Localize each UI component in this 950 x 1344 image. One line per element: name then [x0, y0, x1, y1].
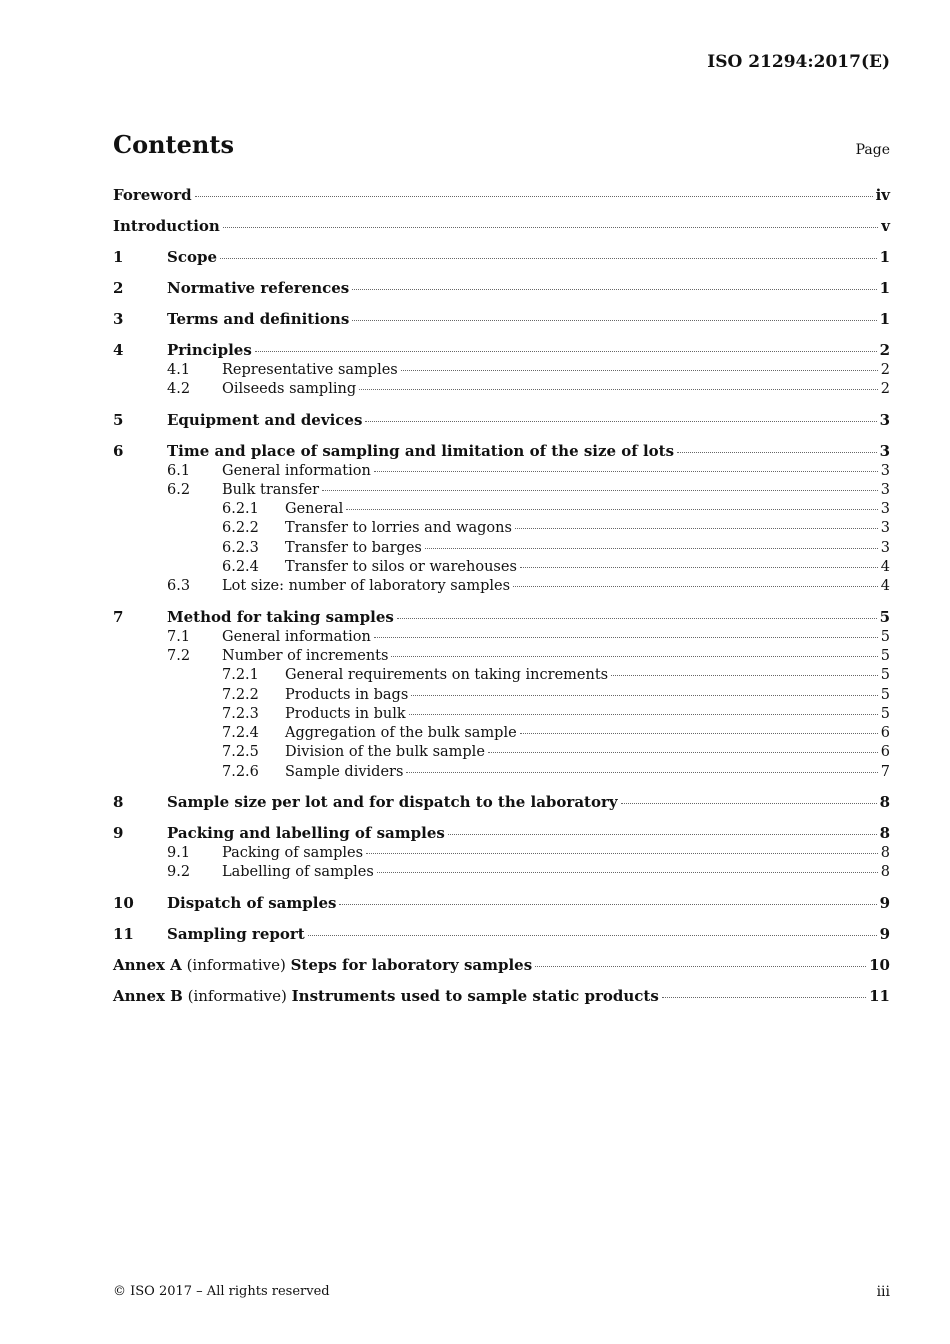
toc-entry-page: 10: [869, 955, 890, 974]
toc-entry-page: 8: [880, 845, 890, 862]
toc-entry-title: Transfer to silos or warehouses: [285, 559, 517, 576]
toc-entry-page: 5: [879, 607, 890, 626]
toc-entry[interactable]: [113, 462, 890, 481]
toc-entry[interactable]: [113, 409, 890, 431]
toc-entry-title: Number of increments: [222, 647, 389, 664]
toc-entry-title: Normative references: [167, 279, 350, 297]
annex-type: (informative): [181, 955, 291, 974]
toc-entry-title: Sample size per lot and for dispatch to the laboratory: [167, 793, 618, 812]
dot-leader: [520, 732, 878, 734]
toc-entry-title: Introduction: [113, 217, 220, 235]
dot-leader: [352, 288, 876, 290]
toc-entry-title: Principles: [167, 341, 252, 359]
toc-entry-title: Labelling of samples: [222, 864, 374, 881]
dot-leader: [255, 350, 877, 352]
toc-entry-number: 3: [113, 310, 124, 328]
annex-label: Annex B: [113, 986, 183, 1005]
toc-entry-title: General information: [222, 462, 371, 479]
toc-entry[interactable]: [113, 519, 890, 538]
toc-entry[interactable]: [113, 339, 890, 361]
toc-entry-title: Method for taking samples: [167, 607, 394, 626]
toc-entry-page: 8: [879, 793, 890, 812]
toc-entry-number: 7.2: [167, 647, 191, 664]
toc-entry-number: 9: [113, 824, 124, 843]
dot-leader: [352, 319, 876, 321]
toc-entry-page: 6: [880, 744, 890, 761]
toc-entry[interactable]: [113, 686, 890, 705]
toc-entry[interactable]: [113, 985, 890, 1007]
toc-entry[interactable]: [113, 500, 890, 519]
toc-entry-page: 1: [879, 310, 890, 328]
dot-leader: [374, 470, 878, 472]
dot-leader: [346, 508, 877, 510]
dot-leader: [535, 965, 866, 967]
table-of-contents: [113, 184, 890, 1007]
dot-leader: [488, 751, 878, 753]
toc-entry[interactable]: [113, 954, 890, 976]
toc-entry-number: 6.2.3: [222, 539, 259, 556]
toc-entry[interactable]: [113, 791, 890, 813]
toc-entry-title: Packing and labelling of samples: [167, 824, 445, 843]
dot-leader: [377, 871, 878, 873]
toc-entry-page: 3: [880, 501, 890, 518]
toc-entry-title: Oilseeds sampling: [222, 381, 357, 398]
toc-entry-page: 3: [880, 481, 890, 498]
toc-entry-page: iv: [875, 186, 890, 204]
toc-entry-page: 8: [879, 824, 890, 843]
toc-entry-number: 7.2.6: [222, 763, 259, 780]
toc-entry-number: 7.2.5: [222, 744, 259, 761]
dot-leader: [411, 694, 877, 696]
toc-entry-number: 1: [113, 248, 124, 266]
toc-entry-title: Products in bulk: [285, 705, 406, 722]
toc-entry-title: Sampling report: [167, 924, 305, 943]
toc-entry-number: 7.2.3: [222, 705, 259, 722]
toc-entry-page: 5: [880, 628, 890, 645]
toc-entry-title: General information: [222, 628, 371, 645]
toc-entry-page: 3: [879, 441, 890, 460]
toc-entry-number: 8: [113, 793, 124, 812]
toc-entry-page: 3: [879, 410, 890, 429]
dot-leader: [220, 257, 877, 259]
toc-entry[interactable]: [113, 361, 890, 380]
toc-entry[interactable]: [113, 277, 890, 299]
toc-entry[interactable]: [113, 215, 890, 237]
toc-entry-page: 3: [880, 462, 890, 479]
toc-entry[interactable]: [113, 577, 890, 596]
toc-entry-page: 3: [880, 520, 890, 537]
toc-entry-number: 7: [113, 607, 124, 626]
toc-entry-title: Transfer to barges: [285, 539, 422, 556]
dot-leader: [677, 451, 877, 453]
toc-entry-title: Division of the bulk sample: [285, 744, 485, 761]
toc-entry-number: 4.2: [167, 381, 191, 398]
toc-entry-number: 6.2.1: [222, 501, 259, 518]
toc-entry-page: 5: [880, 686, 890, 703]
annex-title: Steps for laboratory samples: [290, 955, 533, 974]
toc-entry-title: Equipment and devices: [167, 410, 363, 429]
toc-entry-page: 9: [879, 893, 890, 912]
toc-entry-title: Bulk transfer: [222, 481, 320, 498]
toc-entry[interactable]: [113, 822, 890, 844]
dot-leader: [339, 903, 876, 905]
toc-entry-number: 9.1: [167, 845, 191, 862]
toc-entry-title: Scope: [167, 248, 218, 266]
toc-entry[interactable]: [113, 666, 890, 685]
toc-entry[interactable]: [113, 606, 890, 628]
page-column-label: Page: [855, 142, 890, 158]
toc-entry[interactable]: [113, 647, 890, 666]
dot-leader: [520, 566, 878, 568]
toc-entry[interactable]: [113, 892, 890, 914]
toc-entry-page: 7: [880, 763, 890, 780]
dot-leader: [223, 226, 878, 228]
toc-entry-page: 4: [880, 578, 890, 595]
toc-entry-number: 6.2: [167, 481, 191, 498]
dot-leader: [409, 713, 878, 715]
toc-entry-number: 5: [113, 410, 124, 429]
dot-leader: [425, 547, 878, 549]
dot-leader: [397, 617, 877, 619]
toc-entry-number: 6.3: [167, 578, 191, 595]
dot-leader: [515, 527, 878, 529]
dot-leader: [308, 934, 877, 936]
toc-entry-title: Foreword: [113, 186, 192, 204]
toc-entry[interactable]: [113, 308, 890, 330]
toc-entry-page: 5: [880, 705, 890, 722]
document-id: ISO 21294:2017(E): [707, 52, 890, 72]
annex-title: Instruments used to sample static products: [291, 986, 659, 1005]
toc-entry-page: 2: [880, 381, 890, 398]
toc-entry-number: 6: [113, 441, 124, 460]
toc-entry-number: 7.2.2: [222, 686, 259, 703]
toc-entry-number: 6.2.2: [222, 520, 259, 537]
toc-entry[interactable]: [113, 705, 890, 724]
toc-entry-number: 10: [113, 893, 134, 912]
dot-leader: [611, 674, 878, 676]
toc-entry[interactable]: [113, 743, 890, 762]
toc-entry-title: Dispatch of samples: [167, 893, 337, 912]
dot-leader: [448, 833, 877, 835]
toc-entry-page: 1: [879, 248, 890, 266]
toc-entry-page: 3: [880, 539, 890, 556]
toc-entry-page: 11: [869, 986, 890, 1005]
toc-entry-number: 7.2.1: [222, 667, 259, 684]
toc-entry[interactable]: [113, 923, 890, 945]
dot-leader: [365, 420, 876, 422]
toc-entry-title: Terms and definitions: [167, 310, 350, 328]
toc-entry-number: 7.2.4: [222, 725, 259, 742]
toc-entry-title: Sample dividers: [285, 763, 404, 780]
dot-leader: [391, 655, 877, 657]
toc-entry-title: [113, 954, 532, 976]
toc-entry-title: [113, 985, 659, 1007]
toc-entry-title: General requirements on taking increments: [285, 667, 609, 684]
dot-leader: [406, 771, 877, 773]
toc-entry-page: 9: [879, 924, 890, 943]
toc-entry-number: 2: [113, 279, 124, 297]
toc-entry-title: General: [285, 501, 344, 518]
toc-entry-title: Packing of samples: [222, 845, 364, 862]
toc-entry-number: 9.2: [167, 864, 191, 881]
dot-leader: [374, 636, 878, 638]
dot-leader: [401, 369, 878, 371]
toc-entry[interactable]: [113, 724, 890, 743]
toc-entry-page: 5: [880, 647, 890, 664]
toc-entry[interactable]: [113, 844, 890, 863]
toc-entry-number: 7.1: [167, 628, 191, 645]
toc-entry-title: Lot size: number of laboratory samples: [222, 578, 511, 595]
dot-leader: [621, 802, 877, 804]
toc-entry[interactable]: [113, 863, 890, 882]
toc-entry-page: 8: [880, 864, 890, 881]
toc-entry[interactable]: [113, 628, 890, 647]
toc-entry-title: Time and place of sampling and limitation of the size of lots: [167, 441, 675, 460]
dot-leader: [359, 388, 878, 390]
toc-entry-number: 11: [113, 924, 134, 943]
toc-entry-number: 4.1: [167, 362, 191, 378]
toc-entry-page: 2: [880, 362, 890, 378]
toc-entry-number: 6.1: [167, 462, 191, 479]
toc-entry[interactable]: [113, 558, 890, 577]
page-number: iii: [876, 1284, 890, 1300]
dot-leader: [513, 585, 878, 587]
toc-entry-page: v: [881, 217, 890, 235]
toc-entry-page: 4: [880, 559, 890, 576]
toc-entry-page: 2: [879, 341, 890, 359]
toc-entry-page: 1: [879, 279, 890, 297]
contents-heading: Contents: [113, 130, 234, 159]
toc-entry[interactable]: [113, 246, 890, 268]
annex-type: (informative): [182, 986, 292, 1005]
toc-entry-title: Products in bags: [285, 686, 409, 703]
toc-entry-number: 4: [113, 341, 124, 359]
toc-entry[interactable]: [113, 380, 890, 399]
toc-entry-title: Transfer to lorries and wagons: [285, 520, 512, 537]
toc-entry[interactable]: [113, 184, 890, 206]
dot-leader: [322, 489, 878, 491]
toc-entry[interactable]: [113, 440, 890, 462]
dot-leader: [195, 195, 873, 197]
dot-leader: [662, 996, 866, 998]
toc-entry-number: 6.2.4: [222, 559, 259, 576]
toc-entry-title: Representative samples: [222, 362, 398, 378]
copyright-notice: © ISO 2017 – All rights reserved: [113, 1284, 330, 1299]
toc-entry-title: Aggregation of the bulk sample: [285, 725, 517, 742]
toc-entry-page: 5: [880, 667, 890, 684]
annex-label: Annex A: [113, 955, 182, 974]
toc-entry[interactable]: [113, 763, 890, 782]
toc-entry[interactable]: [113, 481, 890, 500]
toc-entry[interactable]: [113, 539, 890, 558]
toc-entry-page: 6: [880, 725, 890, 742]
dot-leader: [366, 852, 878, 854]
